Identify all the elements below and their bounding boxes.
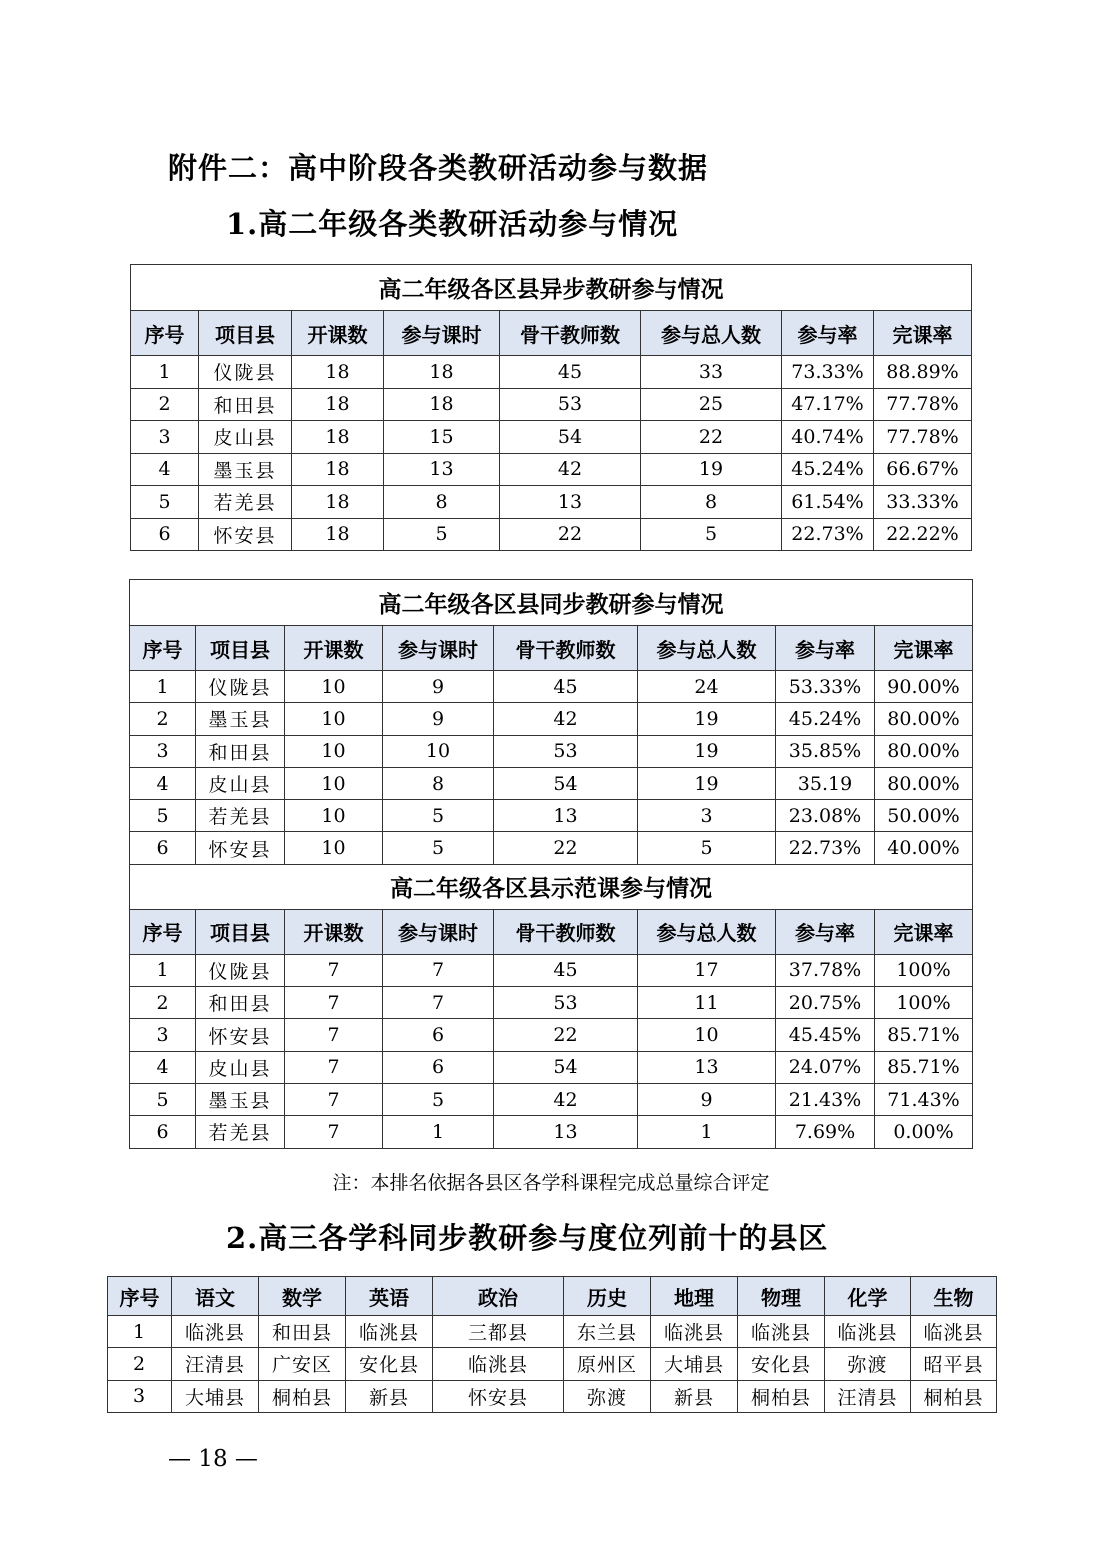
table-cell: 安化县 — [346, 1348, 433, 1380]
table-cell: 昭平县 — [911, 1348, 997, 1380]
async-table-row — [131, 388, 972, 421]
table-cell: 7 — [285, 1083, 383, 1115]
demo-table-row — [130, 1019, 973, 1051]
table-cell: 19 — [638, 703, 776, 735]
demo-table-row — [130, 987, 973, 1019]
table-cell: 7 — [285, 1051, 383, 1083]
table-cell: 45.24% — [782, 453, 874, 486]
table-cell: 77.78% — [874, 421, 972, 454]
table-cell: 45.45% — [776, 1019, 875, 1051]
table-cell: 8 — [383, 767, 494, 799]
async-table-row — [131, 518, 972, 551]
row-index-cell: 6 — [130, 1116, 196, 1148]
demo-table-row — [130, 1051, 973, 1083]
table-cell: 19 — [638, 735, 776, 767]
table-cell: 15 — [384, 421, 500, 454]
row-index-cell: 1 — [130, 954, 196, 986]
table-cell: 20.75% — [776, 987, 875, 1019]
table-cell: 13 — [500, 486, 641, 519]
table-cell: 42 — [500, 453, 641, 486]
table-cell: 仪陇县 — [199, 356, 292, 389]
table-cell: 22 — [500, 518, 641, 551]
async-table-row — [131, 421, 972, 454]
table-cell: 临洮县 — [825, 1316, 911, 1348]
table-cell: 若羌县 — [199, 486, 292, 519]
col-header-total-participants: 参与总人数 — [641, 311, 782, 356]
table-cell: 24.07% — [776, 1051, 875, 1083]
table-cell: 8 — [641, 486, 782, 519]
row-index-cell: 1 — [108, 1316, 172, 1348]
ranking-note: 注：本排名依据各县区各学科课程完成总量综合评定 — [332, 1172, 770, 1194]
table-cell: 22.73% — [782, 518, 874, 551]
table-cell: 桐柏县 — [259, 1380, 346, 1412]
demo-table-title: 高二年级各区县示范课参与情况 — [130, 864, 973, 909]
table-cell: 22.22% — [874, 518, 972, 551]
document-heading: 附件二：高中阶段各类教研活动参与数据 — [168, 151, 709, 185]
col-header-physics: 物理 — [738, 1277, 825, 1316]
table-cell: 和田县 — [196, 735, 285, 767]
table-cell: 53 — [500, 388, 641, 421]
table-cell: 10 — [285, 832, 383, 864]
table-cell: 21.43% — [776, 1083, 875, 1115]
table-cell: 怀安县 — [196, 1019, 285, 1051]
col-header-index: 序号 — [130, 909, 196, 954]
table-cell: 10 — [285, 767, 383, 799]
table-cell: 100% — [875, 954, 973, 986]
table-cell: 6 — [383, 1019, 494, 1051]
col-header-history: 历史 — [564, 1277, 651, 1316]
table-cell: 37.78% — [776, 954, 875, 986]
table-cell: 0.00% — [875, 1116, 973, 1148]
demo-table-row — [130, 1116, 973, 1148]
col-header-key-teachers: 骨干教师数 — [494, 626, 638, 671]
table-cell: 原州区 — [564, 1348, 651, 1380]
table-cell: 22 — [494, 1019, 638, 1051]
table-cell: 6 — [383, 1051, 494, 1083]
col-header-total-participants: 参与总人数 — [638, 909, 776, 954]
row-index-cell: 3 — [130, 735, 196, 767]
table-cell: 33.33% — [874, 486, 972, 519]
col-header-participation-rate: 参与率 — [782, 311, 874, 356]
table-cell: 9 — [638, 1083, 776, 1115]
row-index-cell: 4 — [131, 453, 199, 486]
subject-table-row — [108, 1316, 997, 1348]
table-cell: 7 — [383, 954, 494, 986]
col-header-hours: 参与课时 — [383, 626, 494, 671]
table-cell: 1 — [383, 1116, 494, 1148]
table-cell: 22.73% — [776, 832, 875, 864]
col-header-biology: 生物 — [911, 1277, 997, 1316]
table-cell: 54 — [494, 767, 638, 799]
table-cell: 90.00% — [875, 671, 973, 703]
table-cell: 50.00% — [875, 800, 973, 832]
table-cell: 10 — [638, 1019, 776, 1051]
table-cell: 5 — [384, 518, 500, 551]
table-cell: 10 — [285, 671, 383, 703]
col-header-key-teachers: 骨干教师数 — [494, 909, 638, 954]
table-cell: 61.54% — [782, 486, 874, 519]
sync-table-row — [130, 735, 973, 767]
table-cell: 19 — [641, 453, 782, 486]
col-header-index: 序号 — [108, 1277, 172, 1316]
col-header-courses: 开课数 — [292, 311, 384, 356]
sync-demo-table — [129, 579, 973, 1149]
table-cell: 10 — [285, 735, 383, 767]
table-cell: 35.19 — [776, 767, 875, 799]
table-cell: 9 — [383, 703, 494, 735]
table-cell: 怀安县 — [199, 518, 292, 551]
table-cell: 临洮县 — [172, 1316, 259, 1348]
table-cell: 新县 — [346, 1380, 433, 1412]
col-header-county: 项目县 — [196, 626, 285, 671]
row-index-cell: 4 — [130, 767, 196, 799]
row-index-cell: 3 — [108, 1380, 172, 1412]
sync-table-row — [130, 800, 973, 832]
table-cell: 墨玉县 — [199, 453, 292, 486]
table-cell: 85.71% — [875, 1051, 973, 1083]
subject-table-row — [108, 1380, 997, 1412]
row-index-cell: 1 — [131, 356, 199, 389]
table-cell: 80.00% — [875, 735, 973, 767]
table-cell: 53.33% — [776, 671, 875, 703]
table-cell: 和田县 — [259, 1316, 346, 1348]
table-cell: 9 — [383, 671, 494, 703]
table-cell: 和田县 — [199, 388, 292, 421]
col-header-participation-rate: 参与率 — [776, 909, 875, 954]
table-cell: 仪陇县 — [196, 671, 285, 703]
table-cell: 大埔县 — [172, 1380, 259, 1412]
row-index-cell: 2 — [131, 388, 199, 421]
table-cell: 桐柏县 — [738, 1380, 825, 1412]
table-cell: 18 — [384, 356, 500, 389]
async-table-row — [131, 486, 972, 519]
table-cell: 73.33% — [782, 356, 874, 389]
table-cell: 若羌县 — [196, 800, 285, 832]
table-cell: 80.00% — [875, 703, 973, 735]
col-header-chemistry: 化学 — [825, 1277, 911, 1316]
table-cell: 7 — [285, 1116, 383, 1148]
col-header-index: 序号 — [131, 311, 199, 356]
col-header-math: 数学 — [259, 1277, 346, 1316]
table-cell: 45 — [500, 356, 641, 389]
table-cell: 35.85% — [776, 735, 875, 767]
row-index-cell: 1 — [130, 671, 196, 703]
table-cell: 临洮县 — [651, 1316, 738, 1348]
table-cell: 45.24% — [776, 703, 875, 735]
table-cell: 17 — [638, 954, 776, 986]
col-header-chinese: 语文 — [172, 1277, 259, 1316]
col-header-total-participants: 参与总人数 — [638, 626, 776, 671]
table-cell: 临洮县 — [911, 1316, 997, 1348]
async-header-row — [131, 311, 972, 356]
table-cell: 54 — [494, 1051, 638, 1083]
table-cell: 80.00% — [875, 767, 973, 799]
table-cell: 5 — [383, 832, 494, 864]
table-cell: 10 — [285, 703, 383, 735]
demo-table-row — [130, 1083, 973, 1115]
col-header-key-teachers: 骨干教师数 — [500, 311, 641, 356]
table-cell: 42 — [494, 703, 638, 735]
table-cell: 7 — [285, 987, 383, 1019]
table-cell: 临洮县 — [738, 1316, 825, 1348]
table-cell: 5 — [383, 800, 494, 832]
table-cell: 47.17% — [782, 388, 874, 421]
table-cell: 新县 — [651, 1380, 738, 1412]
demo-header-row — [130, 909, 973, 954]
table-cell: 5 — [641, 518, 782, 551]
sync-table-row — [130, 767, 973, 799]
demo-table-row — [130, 954, 973, 986]
table-cell: 23.08% — [776, 800, 875, 832]
col-header-completion-rate: 完课率 — [875, 909, 973, 954]
table-cell: 若羌县 — [196, 1116, 285, 1148]
table-cell: 18 — [292, 453, 384, 486]
table-cell: 7 — [285, 954, 383, 986]
table-cell: 42 — [494, 1083, 638, 1115]
col-header-completion-rate: 完课率 — [875, 626, 973, 671]
table-cell: 53 — [494, 735, 638, 767]
col-header-participation-rate: 参与率 — [776, 626, 875, 671]
table-cell: 13 — [494, 800, 638, 832]
table-cell: 3 — [638, 800, 776, 832]
sync-table-title: 高二年级各区县同步教研参与情况 — [130, 580, 973, 626]
table-cell: 大埔县 — [651, 1348, 738, 1380]
table-cell: 45 — [494, 671, 638, 703]
section1-title: 1.高二年级各类教研活动参与情况 — [226, 207, 679, 241]
row-index-cell: 5 — [130, 800, 196, 832]
table-cell: 40.74% — [782, 421, 874, 454]
table-cell: 1 — [638, 1116, 776, 1148]
table-cell: 安化县 — [738, 1348, 825, 1380]
table-cell: 临洮县 — [346, 1316, 433, 1348]
col-header-courses: 开课数 — [285, 909, 383, 954]
table-cell: 7.69% — [776, 1116, 875, 1148]
table-cell: 33 — [641, 356, 782, 389]
table-cell: 8 — [384, 486, 500, 519]
row-index-cell: 3 — [131, 421, 199, 454]
sync-header-row — [130, 626, 973, 671]
table-cell: 怀安县 — [196, 832, 285, 864]
table-cell: 77.78% — [874, 388, 972, 421]
col-header-hours: 参与课时 — [383, 909, 494, 954]
table-cell: 5 — [638, 832, 776, 864]
page-number: — 18 — — [168, 1446, 258, 1472]
table-cell: 5 — [383, 1083, 494, 1115]
async-table-title: 高二年级各区县异步教研参与情况 — [131, 265, 972, 311]
table-cell: 53 — [494, 987, 638, 1019]
table-cell: 皮山县 — [196, 1051, 285, 1083]
subject-table-row — [108, 1348, 997, 1380]
table-cell: 皮山县 — [199, 421, 292, 454]
sync-table-row — [130, 671, 973, 703]
table-cell: 45 — [494, 954, 638, 986]
table-cell: 71.43% — [875, 1083, 973, 1115]
table-cell: 13 — [494, 1116, 638, 1148]
row-index-cell: 2 — [130, 703, 196, 735]
row-index-cell: 2 — [108, 1348, 172, 1380]
table-cell: 汪清县 — [172, 1348, 259, 1380]
table-cell: 皮山县 — [196, 767, 285, 799]
table-cell: 临洮县 — [433, 1348, 564, 1380]
col-header-politics: 政治 — [433, 1277, 564, 1316]
row-index-cell: 6 — [130, 832, 196, 864]
table-cell: 18 — [292, 421, 384, 454]
table-cell: 22 — [641, 421, 782, 454]
col-header-english: 英语 — [346, 1277, 433, 1316]
table-cell: 墨玉县 — [196, 1083, 285, 1115]
table-cell: 24 — [638, 671, 776, 703]
table-cell: 7 — [285, 1019, 383, 1051]
table-cell: 10 — [383, 735, 494, 767]
table-cell: 13 — [384, 453, 500, 486]
table-cell: 18 — [292, 518, 384, 551]
table-cell: 和田县 — [196, 987, 285, 1019]
col-header-county: 项目县 — [199, 311, 292, 356]
table-cell: 66.67% — [874, 453, 972, 486]
row-index-cell: 5 — [130, 1083, 196, 1115]
table-cell: 11 — [638, 987, 776, 1019]
async-table-row — [131, 356, 972, 389]
async-research-table — [130, 264, 972, 551]
table-cell: 东兰县 — [564, 1316, 651, 1348]
table-cell: 汪清县 — [825, 1380, 911, 1412]
row-index-cell: 4 — [130, 1051, 196, 1083]
table-cell: 85.71% — [875, 1019, 973, 1051]
col-header-courses: 开课数 — [285, 626, 383, 671]
table-cell: 40.00% — [875, 832, 973, 864]
section2-title: 2.高三各学科同步教研参与度位列前十的县区 — [226, 1221, 829, 1255]
table-cell: 54 — [500, 421, 641, 454]
col-header-hours: 参与课时 — [384, 311, 500, 356]
row-index-cell: 3 — [130, 1019, 196, 1051]
row-index-cell: 2 — [130, 987, 196, 1019]
table-cell: 88.89% — [874, 356, 972, 389]
table-cell: 仪陇县 — [196, 954, 285, 986]
table-cell: 怀安县 — [433, 1380, 564, 1412]
table-cell: 18 — [292, 356, 384, 389]
table-cell: 22 — [494, 832, 638, 864]
row-index-cell: 5 — [131, 486, 199, 519]
table-cell: 25 — [641, 388, 782, 421]
sync-table-row — [130, 832, 973, 864]
col-header-index: 序号 — [130, 626, 196, 671]
table-cell: 桐柏县 — [911, 1380, 997, 1412]
table-cell: 18 — [384, 388, 500, 421]
sync-table-row — [130, 703, 973, 735]
col-header-geography: 地理 — [651, 1277, 738, 1316]
table-cell: 弥渡 — [825, 1348, 911, 1380]
table-cell: 19 — [638, 767, 776, 799]
subject-header-row — [108, 1277, 997, 1316]
table-cell: 100% — [875, 987, 973, 1019]
table-cell: 三都县 — [433, 1316, 564, 1348]
table-cell: 18 — [292, 486, 384, 519]
async-table-row — [131, 453, 972, 486]
table-cell: 广安区 — [259, 1348, 346, 1380]
table-cell: 弥渡 — [564, 1380, 651, 1412]
table-cell: 18 — [292, 388, 384, 421]
subject-ranking-table — [107, 1276, 997, 1413]
col-header-county: 项目县 — [196, 909, 285, 954]
table-cell: 墨玉县 — [196, 703, 285, 735]
col-header-completion-rate: 完课率 — [874, 311, 972, 356]
table-cell: 10 — [285, 800, 383, 832]
table-cell: 13 — [638, 1051, 776, 1083]
row-index-cell: 6 — [131, 518, 199, 551]
table-cell: 7 — [383, 987, 494, 1019]
